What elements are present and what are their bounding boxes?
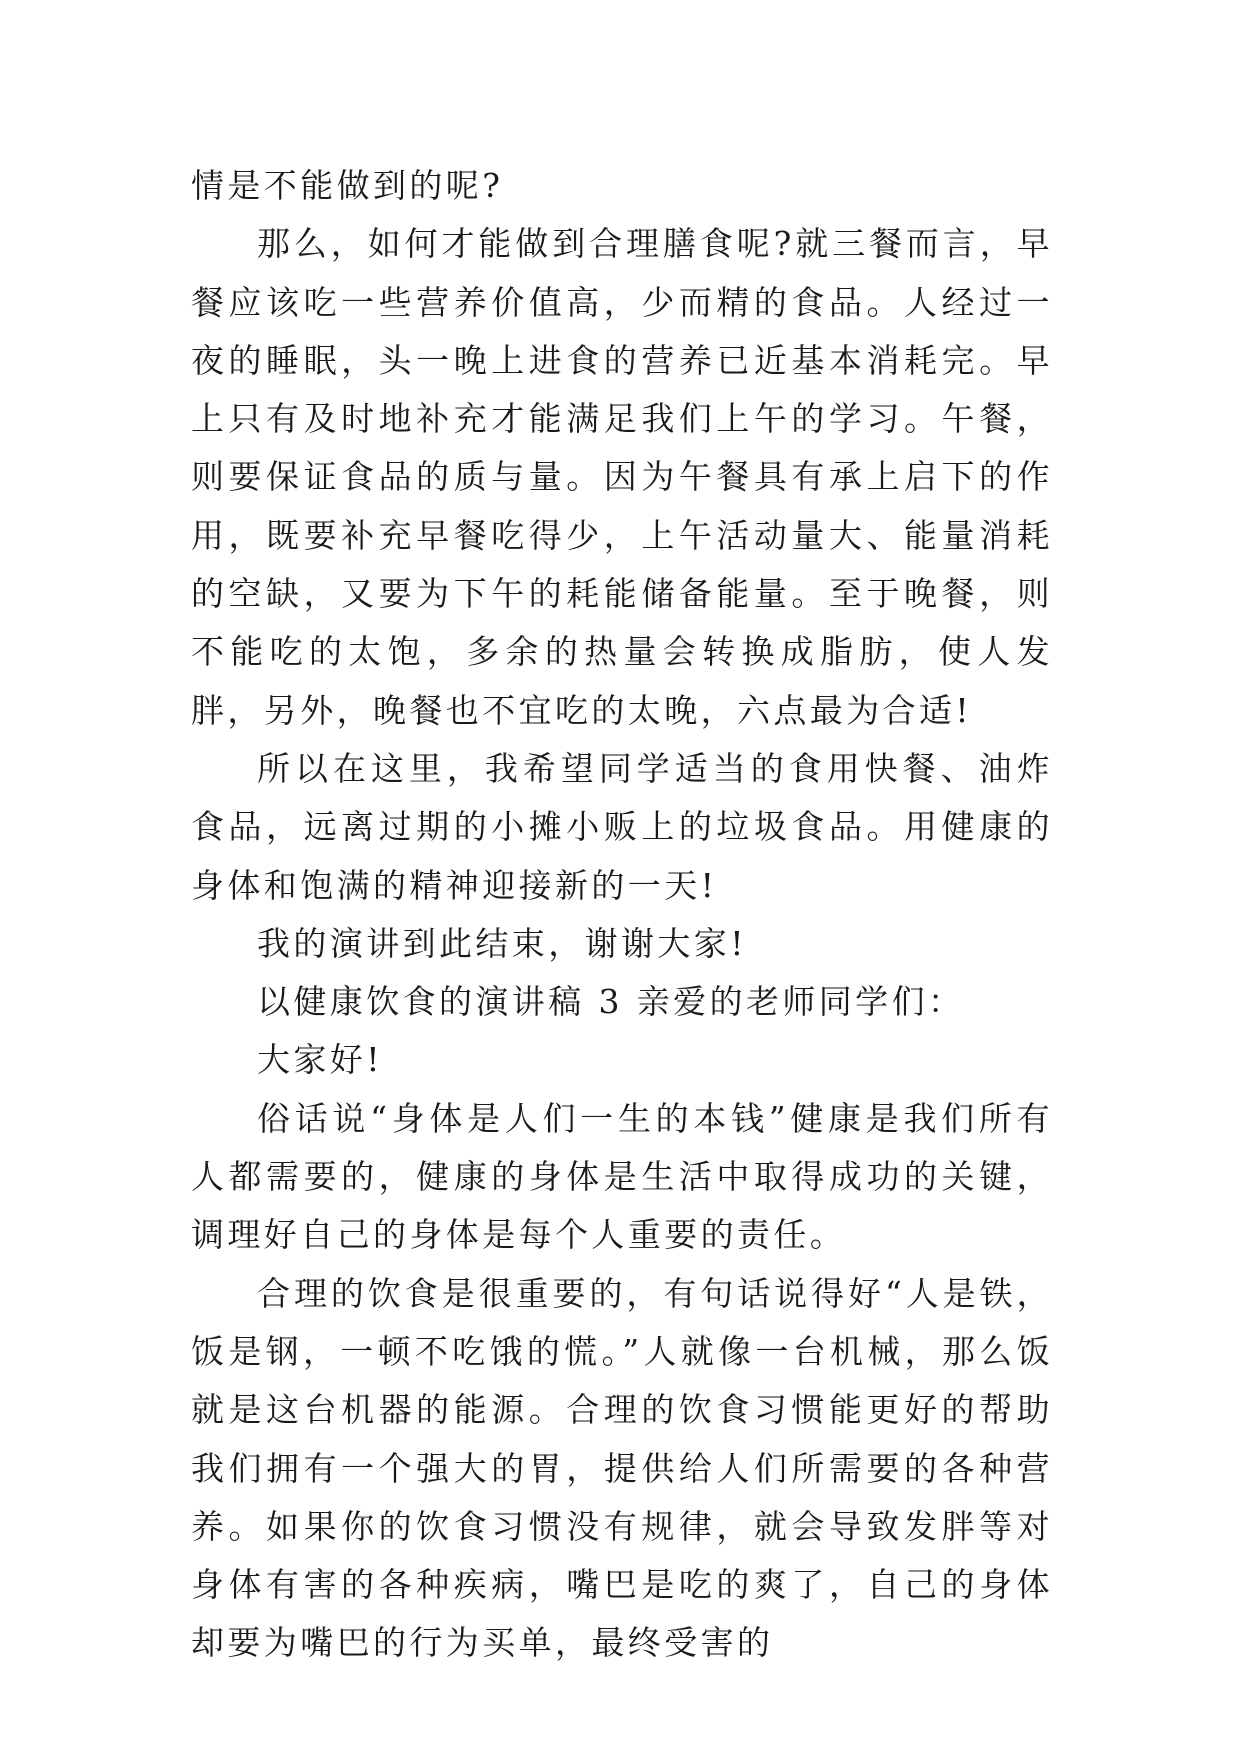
paragraph-2: 那么，如何才能做到合理膳食呢?就三餐而言，早餐应该吃一些营养价值高，少而精的食品。人经过一夜的睡眠，头一晚上进食的营养已近基本消耗完。早上只有及时地补充才能满足我们上午的学习。午餐，则要保证食品的质与量。因为午餐具有承上启下的作用，既要补充早餐吃得少，上午活动量大、能量消耗的空缺，又要为下午的耗能储备能量。至于晚餐，则不能吃的太饱，多余的热量会转换成脂肪，使人发胖，另外，晚餐也不宜吃的太晚，六点最为合适! [191,224,1053,730]
paragraph-1: 情是不能做到的呢? [191,166,504,205]
paragraph-6: 大家好! [257,1040,383,1080]
paragraph-4: 我的演讲到此结束，谢谢大家! [257,923,747,963]
paragraph-5: 以健康饮食的演讲稿 3 亲爱的老师同学们： [257,982,965,1022]
paragraph-3: 所以在这里，我希望同学适当的食用快餐、油炸食品，远离过期的小摊小贩上的垃圾食品。用健康的身体和饱满的精神迎接新的一天! [191,748,1053,905]
paragraph-7: 俗话说“身体是人们一生的本钱”健康是我们所有人都需要的，健康的身体是生活中取得成功的关键，调理好自己的身体是每个人重要的责任。 [191,1098,1053,1255]
document-body [191,157,1053,1673]
paragraph-8: 合理的饮食是很重要的，有句话说得好“人是铁，饭是钢，一顿不吃饿的慌。”人就像一台机械，那么饭就是这台机器的能源。合理的饮食习惯能更好的帮助我们拥有一个强大的胃，提供给人们所需要的各种营养。如果你的饮食习惯没有规律，就会导致发胖等对身体有害的各种疾病，嘴巴是吃的爽了，自己的身体却要为嘴巴的行为买单，最终受害的 [191,1273,1053,1663]
